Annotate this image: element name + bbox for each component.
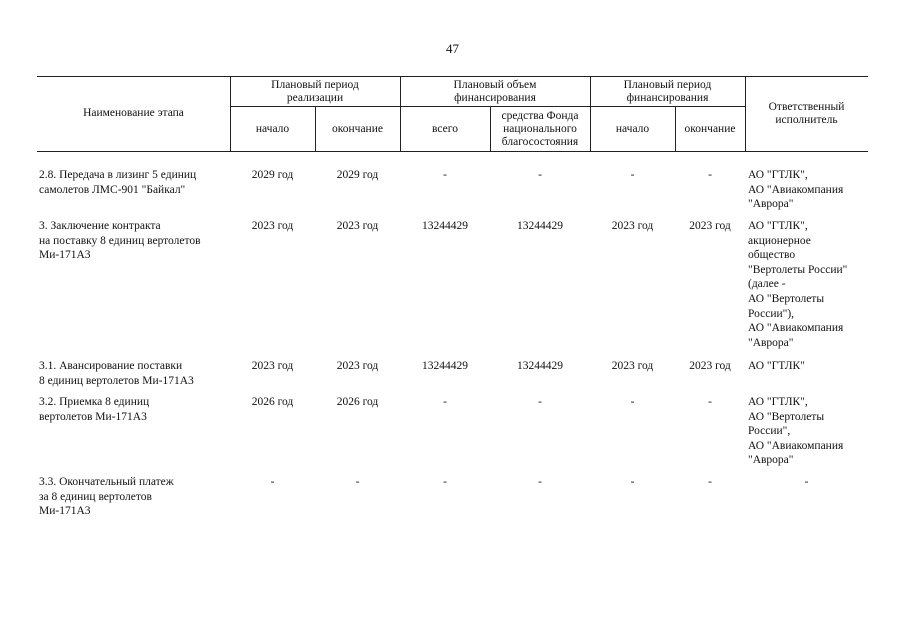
header-impl-end: окончание [332,122,383,135]
row-responsible: - [804,476,809,488]
row-stage-name: 2.8. Передача в лизинг 5 единиц самолетов ЛМС-901 "Байкал" [39,169,197,196]
row-fin-end: 2023 год [689,220,731,232]
row-stage-name: 3.2. Приемка 8 единиц вертолетов Ми-171А3 [39,396,150,423]
row-nwf: 13244429 [517,220,563,232]
row-total: 13244429 [422,360,468,372]
row-total: - [443,169,447,181]
row-fin-start: - [630,396,635,408]
header-bottom-rule [37,151,868,152]
row-total: - [443,396,447,408]
row-fin-start: 2023 год [611,220,654,232]
header-stage-name: Наименование этапа [83,107,184,119]
row-fin-end: - [708,396,712,408]
row-responsible: АО "ГТЛК", АО "Авиакомпания "Аврора" [748,169,844,211]
row-impl-start: 2023 год [251,220,294,232]
row-stage-name: 3.3. Окончательный платеж за 8 единиц вертолетов Ми-171А3 [39,476,174,518]
header-nwf: средства Фонда национального благосостояния [501,109,579,148]
row-nwf: - [538,476,542,488]
row-nwf: - [538,169,542,181]
header-fin-end: окончание [684,122,736,135]
row-responsible: АО "ГТЛК" [748,360,805,372]
header-funding-volume: Плановый объем финансирования [453,78,537,104]
row-impl-start: 2023 год [251,360,294,372]
row-fin-end: - [708,476,712,488]
row-nwf: - [538,396,542,408]
header-impl-period: Плановый период реализации [271,78,359,104]
row-impl-start: 2029 год [251,169,294,181]
header-fin-start: начало [615,122,650,135]
row-responsible: АО "ГТЛК", АО "Вертолеты России", АО "Авиакомпания "Аврора" [748,396,844,467]
header-total: всего [432,122,458,135]
row-impl-end: 2023 год [336,220,379,232]
row-impl-start: - [270,476,275,488]
row-stage-name: 3.1. Авансирование поставки 8 единиц вертолетов Ми-171А3 [39,360,194,387]
row-impl-end: 2029 год [336,169,379,181]
row-fin-start: - [630,476,635,488]
row-impl-start: 2026 год [251,396,294,408]
row-fin-start: - [630,169,635,181]
row-responsible: АО "ГТЛК", акционерное общество "Вертолеты России" (далее - АО "Вертолеты России"), АО "Авиакомпания "Аврора" [748,220,848,349]
row-fin-start: 2023 год [611,360,654,372]
row-impl-end: 2023 год [336,360,379,372]
row-impl-end: - [355,476,360,488]
row-nwf: 13244429 [517,360,563,372]
header-responsible: Ответственный исполнитель [768,100,845,126]
header-impl-start: начало [255,122,290,135]
header-funding-period: Плановый период финансирования [623,78,712,104]
row-impl-end: 2026 год [336,396,379,408]
page-number: 47 [446,41,459,56]
row-stage-name: 3. Заключение контракта на поставку 8 единиц вертолетов Ми-171А3 [39,220,201,262]
row-fin-end: 2023 год [689,360,731,372]
row-fin-end: - [708,169,712,181]
row-total: - [443,476,447,488]
row-total: 13244429 [422,220,468,232]
